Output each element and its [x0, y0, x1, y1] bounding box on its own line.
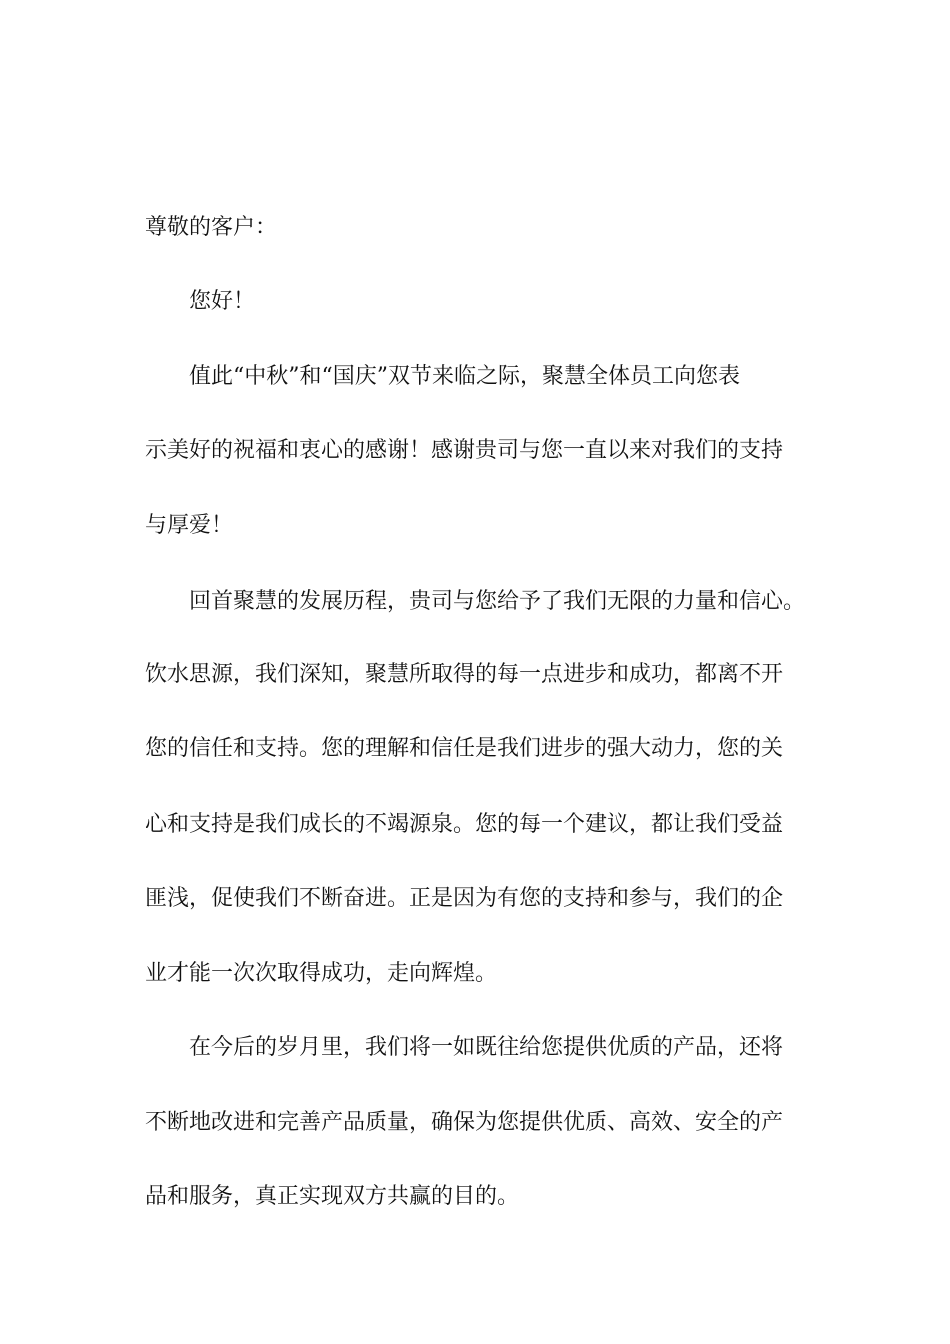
paragraph-1-line-1: 值此“中秋”和“国庆”双节来临之际，聚慧全体员工向您表 [189, 364, 740, 389]
paragraph-2-line-2: 饮水思源，我们深知，聚慧所取得的每一点进步和成功，都离不开 [145, 662, 784, 687]
paragraph-3-line-1: 在今后的岁月里，我们将一如既往给您提供优质的产品，还将 [189, 1035, 784, 1060]
paragraph-2-line-6: 业才能一次次取得成功，走向辉煌。 [145, 961, 498, 986]
paragraph-2-line-4: 心和支持是我们成长的不竭源泉。您的每一个建议，都让我们受益 [145, 812, 784, 837]
paragraph-3-line-3: 品和服务，真正实现双方共赢的目的。 [145, 1184, 520, 1209]
paragraph-1-line-3: 与厚爱！ [145, 513, 234, 538]
paragraph-1-line-2: 示美好的祝福和衷心的感谢！感谢贵司与您一直以来对我们的支持 [145, 438, 784, 463]
paragraph-2-line-1: 回首聚慧的发展历程，贵司与您给予了我们无限的力量和信心。 [189, 589, 806, 614]
salutation: 尊敬的客户： [145, 215, 278, 240]
paragraph-3-line-2: 不断地改进和完善产品质量，确保为您提供优质、高效、安全的产 [145, 1110, 784, 1135]
paragraph-2-line-5: 匪浅，促使我们不断奋进。正是因为有您的支持和参与，我们的企 [145, 886, 784, 911]
greeting: 您好！ [189, 289, 256, 314]
paragraph-2-line-3: 您的信任和支持。您的理解和信任是我们进步的强大动力，您的关 [145, 736, 784, 761]
